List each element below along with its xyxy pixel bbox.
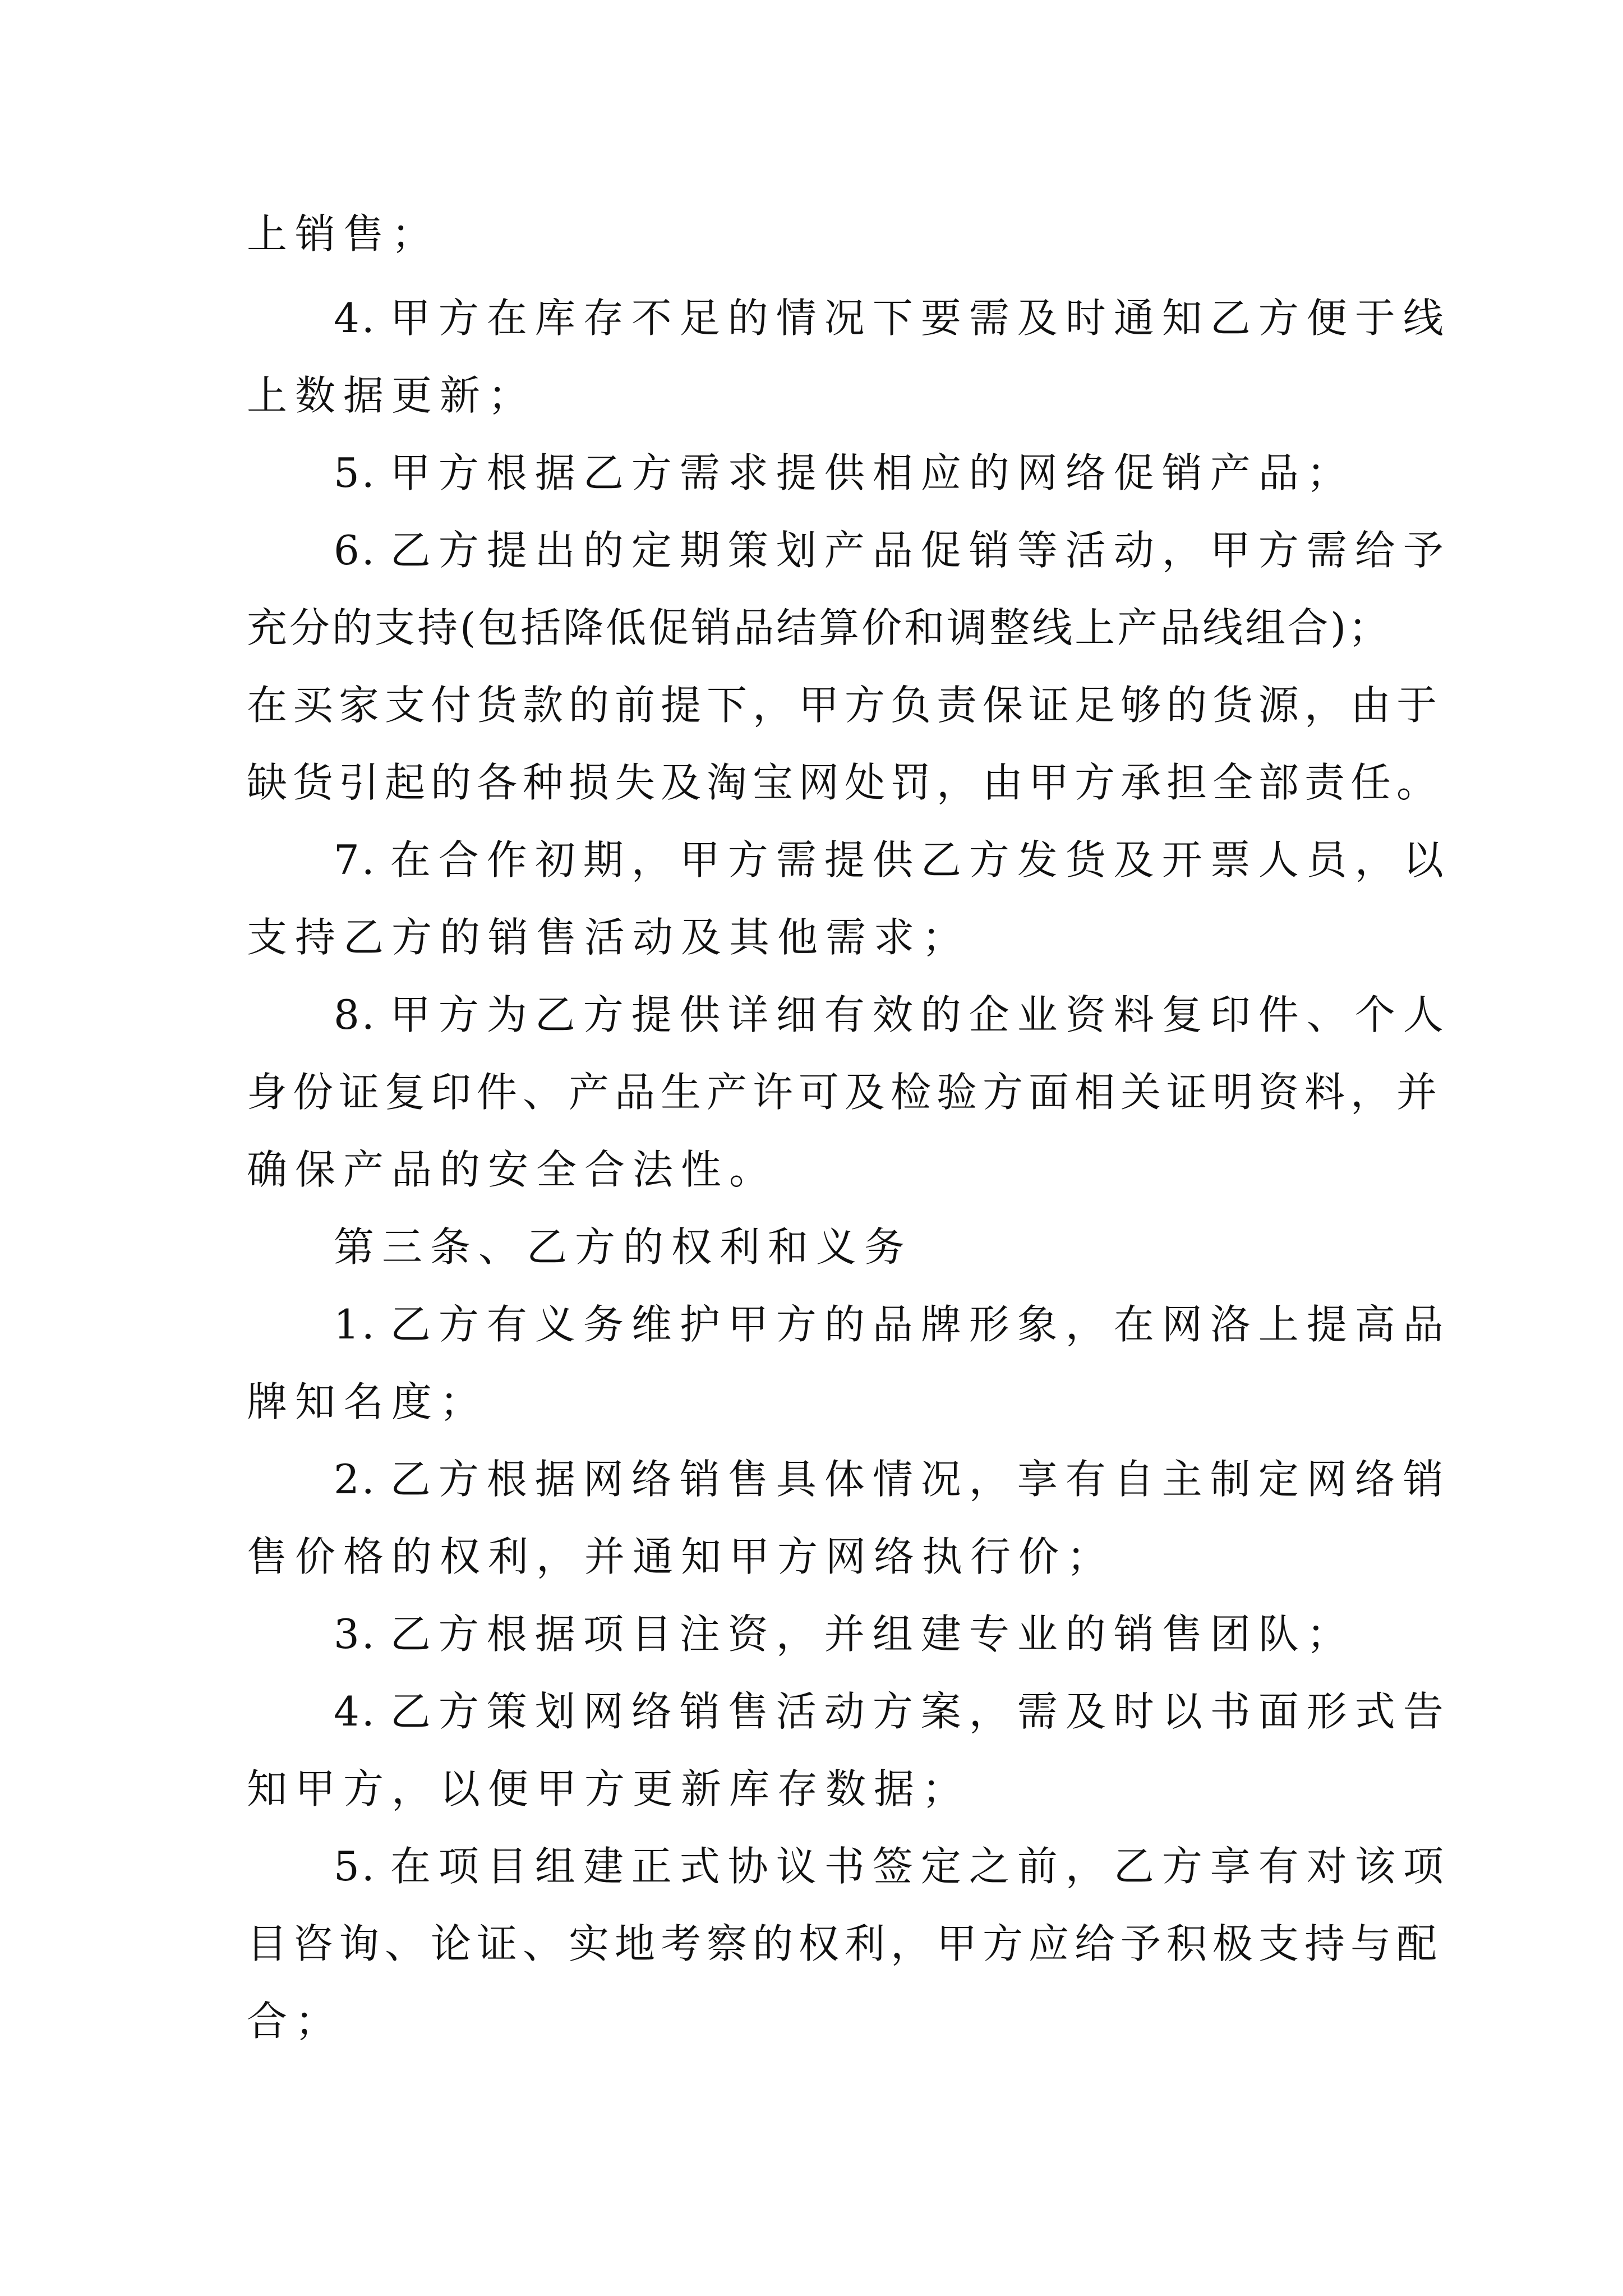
line-text: 乙方提出的定期策划产品促销等活动，甲方需给予 [390,527,1451,574]
text-line [247,1144,777,1195]
list-item [334,835,1451,885]
list-item [334,1609,1355,1659]
line-text: 知甲方，以便甲方更新库存数据； [247,1765,971,1812]
text-line [247,1764,970,1814]
line-text: 乙方根据网络销售具体情况，享有自主制定网络销 [390,1456,1451,1503]
list-item [334,525,1451,576]
line-text: 支持乙方的销售活动及其他需求； [247,914,971,961]
line-text: 上数据更新； [247,372,537,419]
text-line [247,1377,488,1427]
line-text: 甲方为乙方提供详细有效的企业资料复印件、个人 [390,991,1451,1038]
text-line [247,1067,1442,1117]
text-line [247,602,1391,653]
text-line [247,757,1442,808]
item-number: 2. [334,1456,377,1503]
list-item [334,990,1451,1040]
line-text: 乙方根据项目注资，并组建专业的销售团队； [390,1611,1355,1658]
line-text: 在合作初期，甲方需提供乙方发货及开票人员，以 [390,836,1451,884]
text-line [247,1918,1442,1969]
item-number: 6. [334,527,377,574]
line-text: 目咨询、论证、实地考察的权利，甲方应给予积极支持与配 [247,1920,1443,1967]
line-text: 合； [247,1998,344,2045]
text-line [247,209,440,259]
line-text: 充分的支持(包括降低促销品结算价和调整线上产品线组合)； [247,604,1391,651]
heading-text: 第三条、乙方的权利和义务 [334,1223,913,1271]
line-text: 确保产品的安全合法性。 [247,1146,778,1193]
text-line [247,680,1442,730]
section-heading [334,1222,912,1272]
list-item [334,1299,1451,1350]
text-line [247,370,536,421]
line-text: 甲方根据乙方需求提供相应的网络促销产品； [390,449,1355,496]
list-item [334,448,1355,498]
item-number: 3. [334,1611,377,1658]
text-line [247,1531,1115,1582]
line-text: 缺货引起的各种损失及淘宝网处罚，由甲方承担全部责任。 [247,759,1443,806]
item-number: 4. [334,295,377,342]
line-text: 乙方策划网络销售活动方案，需及时以书面形式告 [390,1688,1451,1735]
line-text: 售价格的权利，并通知甲方网络执行价； [247,1533,1115,1580]
item-number: 5. [334,1843,377,1890]
line-text: 乙方有义务维护甲方的品牌形象，在网洛上提高品 [390,1301,1451,1348]
item-number: 8. [334,991,377,1038]
line-text: 在买家支付货款的前提下，甲方负责保证足够的货源，由于 [247,682,1443,729]
line-text: 上销售； [247,210,440,257]
list-item [334,293,1451,343]
list-item [334,1841,1451,1892]
item-number: 7. [334,836,377,884]
text-line [247,1996,343,2046]
line-text: 甲方在库存不足的情况下要需及时通知乙方便于线 [390,295,1451,342]
item-number: 4. [334,1688,377,1735]
item-number: 1. [334,1301,377,1348]
text-line [247,912,970,963]
line-text: 身份证复印件、产品生产许可及检验方面相关证明资料，并 [247,1069,1443,1116]
line-text: 在项目组建正式协议书签定之前，乙方享有对该项 [390,1843,1451,1890]
item-number: 5. [334,449,377,496]
line-text: 牌知名度； [247,1378,488,1425]
list-item [334,1686,1451,1737]
list-item [334,1454,1451,1504]
